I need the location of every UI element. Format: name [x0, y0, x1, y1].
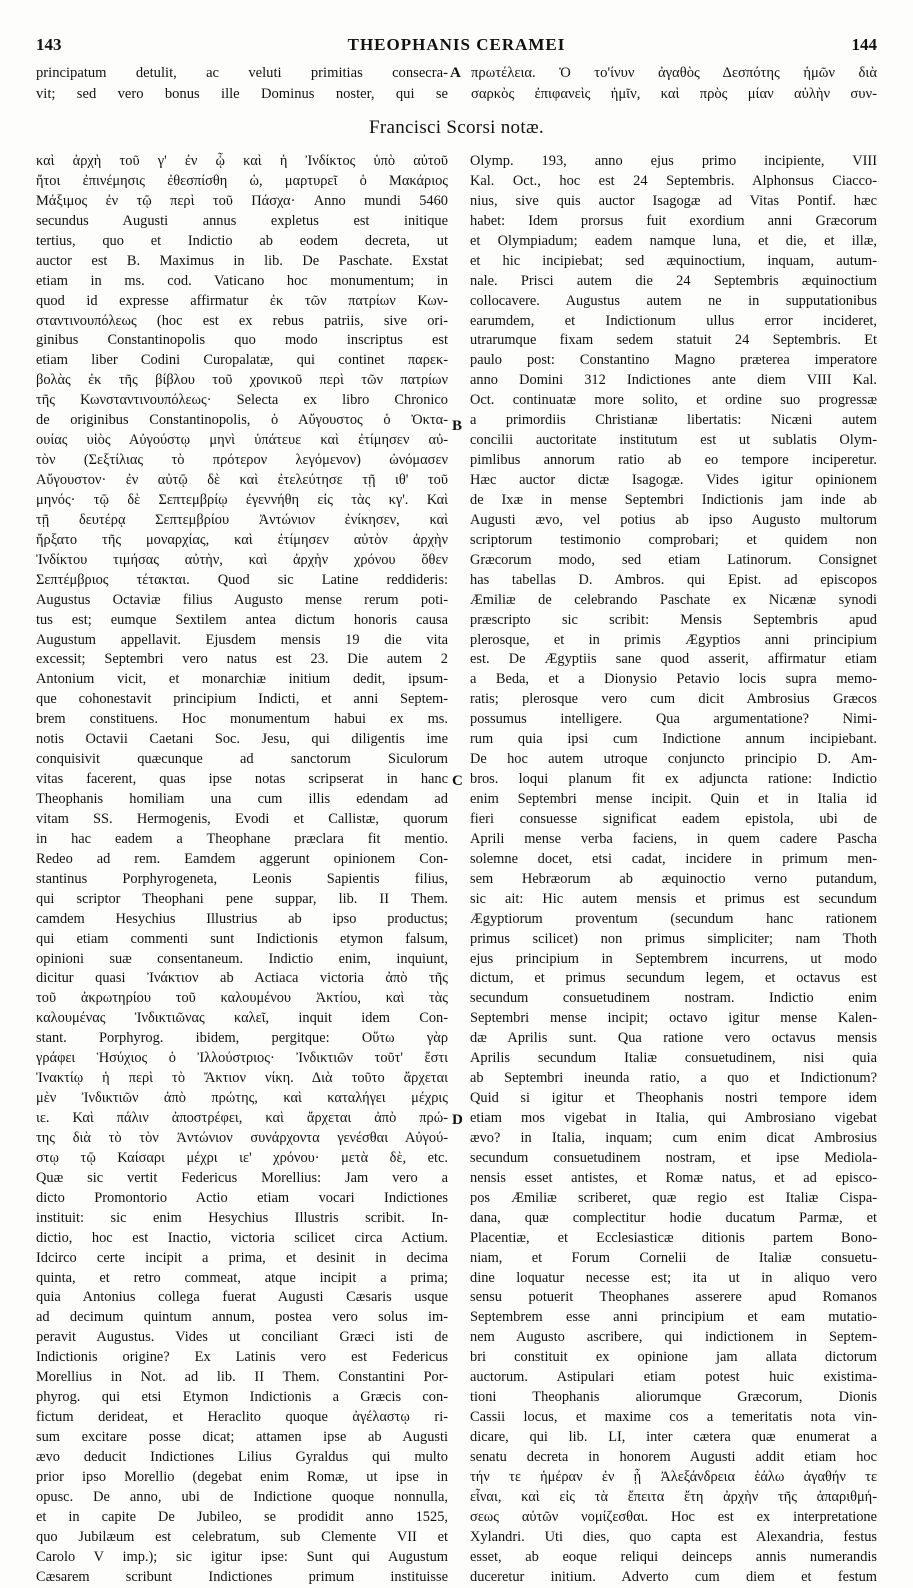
text-line: ævo? in Italia, inquam; cum enim dicat Ambrosius: [470, 1129, 877, 1146]
text-line: duceretur initium. Adverto cum diem et festum: [470, 1568, 877, 1585]
text-line: Antonium vicit, et monarchiæ initium dedit, ipsum-: [36, 671, 448, 688]
text-line: dicto Promontorio Actio etiam vocari Indictiones: [36, 1189, 448, 1206]
text-line: concilii auctoritate institutum est ut sublatis Olym-: [470, 432, 877, 449]
text-line: secundum consuetudinem nostram, et ipse Mediola-: [470, 1149, 877, 1166]
text-line: dictio, hoc est Inactio, victoria scilicet circa Actium.: [36, 1229, 448, 1246]
text-line: Μάξιμος ἐν τῷ περὶ τοῦ Πάσχα· Anno mundi 5460: [36, 192, 448, 209]
text-line: Aprili mense verba faciens, in quem cadere Pascha: [470, 830, 877, 847]
text-line: paulo post: Constantino Magno præterea imperatore: [470, 352, 877, 369]
text-line: conquisivit quæcunque ad sanctorum Siculorum: [36, 751, 448, 768]
homily-latin-column: [36, 63, 448, 105]
text-line: Redeo ad rem. Eamdem aggerunt opinionem Con-: [36, 850, 448, 867]
text-line: qui scriptor Theophani pene suppar, lib. II Them.: [36, 890, 448, 907]
text-line: Septembri mense incipit; octavo igitur mense Kalen-: [470, 1010, 877, 1027]
text-line: Carolo V imp.); sic igitur ipse: Sunt qui Augustum: [36, 1548, 448, 1565]
text-line: anno Domini 312 Indictiones ante diem VIII Kal.: [470, 372, 877, 389]
text-line: Ἰνδίκτου τιμήσας αὐτὴν, καὶ ἀρχὴν χρόνου ὅθεν: [36, 551, 448, 568]
text-line: primus scilicet) non primus simpliciter; nam Thoth: [470, 930, 877, 947]
notes-right-column: [470, 152, 877, 1588]
text-line: fictum derideat, et Heraclito quoque ἀγέλαστῳ ri-: [36, 1409, 448, 1426]
text-line: habet: Idem prorsus fuit exordium anni Græcorum: [470, 212, 877, 229]
text-line: que cohonestavit principium Indicti, et anni Septem-: [36, 691, 448, 708]
text-line: peravit Augustus. Vides ut conciliant Græci isti de: [36, 1329, 448, 1346]
text-line: præscripto sic scribit: Mensis Septembris apud: [470, 611, 877, 628]
text-line: της διὰ τὸ τὸν Ἀντώνιον συνάρχοντα γενέσθαι Αὐγού-: [36, 1129, 448, 1146]
text-line: tertius, quo et Indictio ab eodem decreta, ut: [36, 232, 448, 249]
text-line: has tabellas D. Ambros. qui Epist. ad episcopos: [470, 571, 877, 588]
continued-homily-text: [36, 63, 877, 109]
text-line: ævo deducit Indictiones Lilius Gyraldus qui multo: [36, 1448, 448, 1465]
text-line: prior ipso Morellio (degebat enim Romæ, ut ipse in: [36, 1468, 448, 1485]
text-line: τήν τε ἡμέραν ἐν ᾗ Ἀλεξάνδρεια ἑάλω ἀγαθήν τε: [470, 1468, 877, 1485]
text-line: sensu potuerit Theophanes asserere apud Romanos: [470, 1289, 877, 1306]
text-line: Indictionis origine? Ex Latinis vero est Federicus: [36, 1349, 448, 1366]
text-line: stant. Porphyrog. ibidem, pergitque: Οὕτω γὰρ: [36, 1030, 448, 1047]
text-line: τοῦ ἀκρωτηρίου τοῦ καλουμένου Ἀκτίου, καὶ τὰς: [36, 990, 448, 1007]
section-marker-a: A: [450, 65, 461, 81]
text-line: Idcirco certe incipit a prima, et desinit in decima: [36, 1249, 448, 1266]
text-line: σεως αὐτῶν νομίζεσθαι. Hoc est ex interpretatione: [470, 1508, 877, 1525]
text-line: Placentiæ, et Ecclesiasticæ ditionis partem Bono-: [470, 1229, 877, 1246]
text-line: instituit: sic enim Hesychius Illustris scribit. In-: [36, 1209, 448, 1226]
text-line: γράφει Ἡσύχιος ὁ Ἰλλούστριος· Ἰνδικτιῶν τοῦτ' ἔστι: [36, 1050, 448, 1067]
text-line: dæ Aprilis sunt. Qua ratione vero octavus mensis: [470, 1030, 877, 1047]
running-title: THEOPHANIS CERAMEI: [347, 35, 566, 54]
text-line: bri constituit ex opinione jam allata dictorum: [470, 1349, 877, 1366]
text-line: tus est; eumque Sextilem antea dictum honoris causa: [36, 611, 448, 628]
text-line: sum excitare posse dicat; attamen ipse ab Augusti: [36, 1429, 448, 1445]
text-line: vit; sed vero bonus ille Dominus noster, qui se: [36, 86, 448, 102]
text-line: ιε. Καὶ πάλιν ἀποστρέφει, καὶ ἄρχεται ἀπὸ πρώ-: [36, 1110, 448, 1126]
text-line: vitas facerent, quas ipse notas scripserat in hanc: [36, 771, 448, 788]
text-line: καὶ ἀρχὴ τοῦ γ' ἐν ᾧ καὶ ἡ Ἰνδίκτος ὑπὸ αὐτοῦ: [36, 153, 448, 169]
text-line: ab Septembri ineunda ratio, a quo et Indictionum?: [470, 1070, 877, 1087]
text-line: earumdem, et Indictionum ullus error incideret,: [470, 312, 877, 329]
text-line: etiam liber Codini Curopalatæ, qui continet παρεκ-: [36, 352, 448, 369]
text-line: quod id expresse affirmatur ἐκ τῶν πατρίων Κων-: [36, 292, 448, 309]
text-line: Græcorum modo, sed etiam Latinorum. Consignet: [470, 551, 877, 568]
text-line: Quæ sic vertit Federicus Morellius: Jam vero a: [36, 1169, 448, 1186]
text-line: Theophanis homiliam una cum illis edendam ad: [36, 791, 448, 807]
text-line: de originibus Constantinopolis, ὁ Αὔγουστος ὁ Ὀκτα-: [36, 412, 448, 429]
text-line: phyrog. qui etsi Etymon Indictionis a Græcis con-: [36, 1389, 448, 1406]
text-line: etiam mos vigebat in Italia, qui Ambrosiano vigebat: [470, 1110, 877, 1126]
text-line: possumus intelligere. Qua argumentatione? Nimi-: [470, 711, 877, 728]
text-line: nensis esset antistes, et Romæ natus, et ad episco-: [470, 1169, 877, 1186]
text-line: fieri consuesse significat eadem epistola, ubi de: [470, 810, 877, 827]
text-line: utrarumque fixam sedem statuit 24 Septembris. Et: [470, 332, 877, 349]
text-line: ουίας υἱὸς Αὐγούστῳ μηνὶ ὑπάτευε καὶ ἐτίμησεν αὐ-: [36, 432, 448, 449]
text-line: pos Æmiliæ scriberet, quæ regio est Italiæ Cispa-: [470, 1189, 877, 1206]
text-line: Septembrem esse anni principium et eam mutatio-: [470, 1309, 877, 1326]
text-line: principatum detulit, ac veluti primitias consecra-: [36, 65, 448, 81]
text-line: plerosque, et in primis Ægyptios anni principium: [470, 631, 877, 648]
text-line: Morellius in Not. ad lib. II Them. Constantini Por-: [36, 1369, 448, 1386]
text-line: collocavere. Augustus autem ne in supputationibus: [470, 292, 877, 309]
text-line: etiam in ms. cod. Vaticano hoc monumentum; in: [36, 272, 448, 289]
text-line: rum quia ipsi cum Indictione annum incipiebant.: [470, 731, 877, 748]
text-line: notis Octavii Caetani Soc. Jesu, qui diligentis ime: [36, 731, 448, 748]
text-line: quinta, et retro commeat, atque incipit a prima;: [36, 1269, 448, 1286]
text-line: εἶναι, καὶ εἰς τὰ ἔπειτα ἔτη ἀρχὴν τῆς ἀπαριθμή-: [470, 1488, 877, 1505]
text-line: auctor est B. Maximus in lib. De Paschate. Exstat: [36, 252, 448, 269]
text-line: στῳ τῷ Καίσαρι μέχρι ιε' χρόνου· μετὰ δὲ, etc.: [36, 1149, 448, 1166]
text-line: Olymp. 193, anno ejus primo incipiente, VIII: [470, 153, 877, 169]
text-line: excessit; Septembri vero natus est 23. Die autem 2: [36, 651, 448, 668]
text-line: in hac eadem a Theophane præclara fit mentio.: [36, 830, 448, 847]
text-line: Cæsarem scribunt Indictiones primum instituisse: [36, 1568, 448, 1585]
text-line: quia Antonius collega fuerat Augusti Cæsaris usque: [36, 1289, 448, 1306]
text-line: ratis; plerosque vero cum dicit Ambrosius Græcos: [470, 691, 877, 708]
text-line: scriptorum testimonio comprobari; et quidem non: [470, 531, 877, 548]
text-line: secundum consuetudinem nostram. Indictio enim: [470, 990, 877, 1007]
text-line: Ægyptiorum proventum (secundum hanc rationem: [470, 910, 877, 927]
text-line: senatu decreta in honorem Augusti addit etiam hoc: [470, 1448, 877, 1465]
section-marker-d: D: [452, 1112, 463, 1128]
text-line: opinioni suæ consentaneum. Indictio enim, inquiunt,: [36, 950, 448, 967]
text-line: qui etiam commenti sunt Indictionis etymon falsum,: [36, 930, 448, 947]
text-line: sic ait: Hic autem mensis et primus est secundum: [470, 890, 877, 907]
section-marker-b: B: [452, 418, 463, 434]
text-line: de Ixæ in mense Septembri Indictionis jam inde ab: [470, 491, 877, 508]
page-number-right: 144: [851, 35, 877, 54]
text-line: βολὰς ἐκ τῆς βίβλου τοῦ χρονικοῦ περὶ τῶν πατρίων: [36, 372, 448, 389]
text-line: ejus principium in Septembrem incurrens, ut modo: [470, 950, 877, 967]
text-line: nem Augusto ascribere, qui indictionem in Septem-: [470, 1329, 877, 1346]
text-line: dana, quæ complectitur hodie ducatum Parmæ, et: [470, 1209, 877, 1226]
text-line: ginibus Constantinopolis quo modo inscriptus est: [36, 332, 448, 349]
text-line: μὲν Ἰνδικτιῶν ἀπὸ πρώτης, καὶ καταλήγει μέχρις: [36, 1090, 448, 1107]
text-line: bros. loqui planum fit ex adjuncta ratione: Indictio: [470, 771, 877, 788]
text-line: καλουμένας Ἰνδικτιῶνας καλεῖ, inquit idem Con-: [36, 1010, 448, 1027]
text-line: Quid si igitur et Theophanis nostri tempore idem: [470, 1090, 877, 1107]
text-line: Augustum appellavit. Ejusdem mensis 19 die vita: [36, 631, 448, 648]
text-line: σταντινουπόλεως (hoc est ex rebus patriis, sive ori-: [36, 312, 448, 329]
text-line: tioni Theophanis aliorumque Græcorum, Dionis: [470, 1389, 877, 1406]
page-number-left: 143: [36, 35, 62, 54]
text-line: ἤρξατο τῆς μοναρχίας, καὶ ἐτίμησεν αὐτὸν ἀρχὴν: [36, 531, 448, 548]
text-line: τῇ δευτέρᾳ Σεπτεμβρίου Ἀντώνιον ἐνίκησεν, καὶ: [36, 511, 448, 528]
text-line: σαρκὸς ἐπιφανεὶς ἡμῖν, καὶ πρὸς μίαν αὐλὴν συν-: [471, 86, 877, 102]
text-line: et in capite De Jubileo, se prodidit anno 1525,: [36, 1508, 448, 1525]
text-line: a Beda, et a Dionysio Petavio locis supra memo-: [470, 671, 877, 688]
text-line: Æmiliæ de celebrando Paschate ex Nicænæ synodi: [470, 591, 877, 608]
text-line: Xylandri. Uti dies, quo capta est Alexandria, festus: [470, 1528, 877, 1545]
text-line: pimlibus annorum ratio ab eo tempore inciperetur.: [470, 452, 877, 469]
text-line: vitam SS. Hermogenis, Evodi et Callistæ, quorum: [36, 810, 448, 827]
text-line: Aprilis secundum Italiæ consuetudinem, nisi quia: [470, 1050, 877, 1067]
text-line: nale. Prisci autem die 24 Septembris æquinoctium: [470, 272, 877, 289]
section-marker-c: C: [452, 773, 463, 789]
text-line: dine loquatur necesse est; ita ut in aliquo vero: [470, 1269, 877, 1286]
text-line: Augusti ævo, vel potius ab ipso Augusto multorum: [470, 511, 877, 528]
text-line: μηνός· τῷ δὲ Σεπτεμβρίῳ ἐγεννήθη εἰς τὰς κγ'. Καὶ: [36, 491, 448, 508]
running-head: [36, 34, 877, 56]
text-line: est. De Ægyptiis sane quod asserit, affirmatur etiam: [470, 651, 877, 668]
text-line: Αὔγουστον· ἐν αὐτῷ δὲ καὶ ἐτελεύτησε τῇ ιθ' τοῦ: [36, 472, 448, 488]
text-line: De hoc autem utroque conjuncto principio D. Am-: [470, 751, 877, 768]
text-line: ἤτοι ἐπινέμησις ἐθεσπίσθη ὡ, μαρτυρεῖ ὁ Μακάριος: [36, 172, 448, 189]
text-line: πρωτέλεια. Ὁ το'ίνυν ἀγαθὸς Δεσπότης ἡμῶν διὰ: [471, 65, 877, 81]
text-line: enim Septembri mense incipit. Quin et in Italia id: [470, 791, 877, 807]
text-line: sem Hebræorum ab æquinoctio verno putandum,: [470, 870, 877, 887]
text-line: et Olympiadum; eadem namque luna, et die, et illæ,: [470, 232, 877, 249]
homily-greek-column: [471, 63, 877, 105]
text-line: Kal. Oct., hoc est 24 Septembris. Alphonsus Ciacco-: [470, 172, 877, 189]
text-line: τὸν (Σεξτίλιας τὸ πρότερον λεγόμενον) ὠνόμασεν: [36, 452, 448, 469]
text-line: τῆς Κωνσταντινουπόλεως· Selecta ex libro Chronico: [36, 392, 448, 409]
text-line: et hic incipiebat; sed æquinoctium, inquam, autum-: [470, 252, 877, 269]
text-line: dictum, et primus secundum legem, et octavus est: [470, 970, 877, 987]
text-line: ad decimum quintum annum, postea vero solus im-: [36, 1309, 448, 1326]
text-line: Augustus Octaviæ filius Augusto mense rerum poti-: [36, 591, 448, 608]
text-line: secundus Augusti annus expletus est initique: [36, 212, 448, 229]
text-line: Cassii locus, et maxime cos a temeritatis nota vin-: [470, 1409, 877, 1426]
text-line: esset, ab eoque reliqui deinceps annis numerandis: [470, 1548, 877, 1565]
text-line: opusc. De anno, ubi de Indictione quoque nonnulla,: [36, 1488, 448, 1505]
text-line: dicare, qui lib. LI, inter cætera quæ enumerat a: [470, 1429, 877, 1445]
text-line: a primordiis Christianæ libertatis: Nicæni autem: [470, 412, 877, 429]
text-line: Oct. continuatæ more solito, et ordine suo progressæ: [470, 392, 877, 409]
text-line: solemne docet, etsi cadat, incidere in primum men-: [470, 850, 877, 867]
notes-heading: Francisci Scorsi notæ.: [369, 117, 544, 138]
text-line: quo Jubilæum est celebratum, sub Clemente VII et: [36, 1528, 448, 1545]
text-line: stantinus Porphyrogeneta, Leonis Sapientis filius,: [36, 870, 448, 887]
text-line: dicitur quasi Ἰνάκτιον ab Actiaca victoria ἀπὸ τῆς: [36, 970, 448, 987]
text-line: auctorum. Astipulari etiam potest huic existima-: [470, 1369, 877, 1386]
text-line: camdem Hesychius Illustrius ab ipso productus;: [36, 910, 448, 927]
text-line: Ἰνακτίῳ ἡ περὶ τὸ Ἄκτιον νίκη. Διὰ τοῦτο ἄρχεται: [36, 1070, 448, 1087]
text-line: Σεπτέμβριος τέτακται. Quod sic Latine reddideris:: [36, 571, 448, 588]
text-line: niam, et Forum Cornelii de Italiæ consuetu-: [470, 1249, 877, 1266]
text-line: nius, sive quis auctor Isagogæ ad Vitas Pontif. hæc: [470, 192, 877, 209]
notes-left-column: [36, 152, 448, 1588]
text-line: brem constituens. Hoc monumentum habui ex ms.: [36, 711, 448, 728]
text-line: Hæc auctor dictæ Isagogæ. Vides igitur opinionem: [470, 472, 877, 488]
